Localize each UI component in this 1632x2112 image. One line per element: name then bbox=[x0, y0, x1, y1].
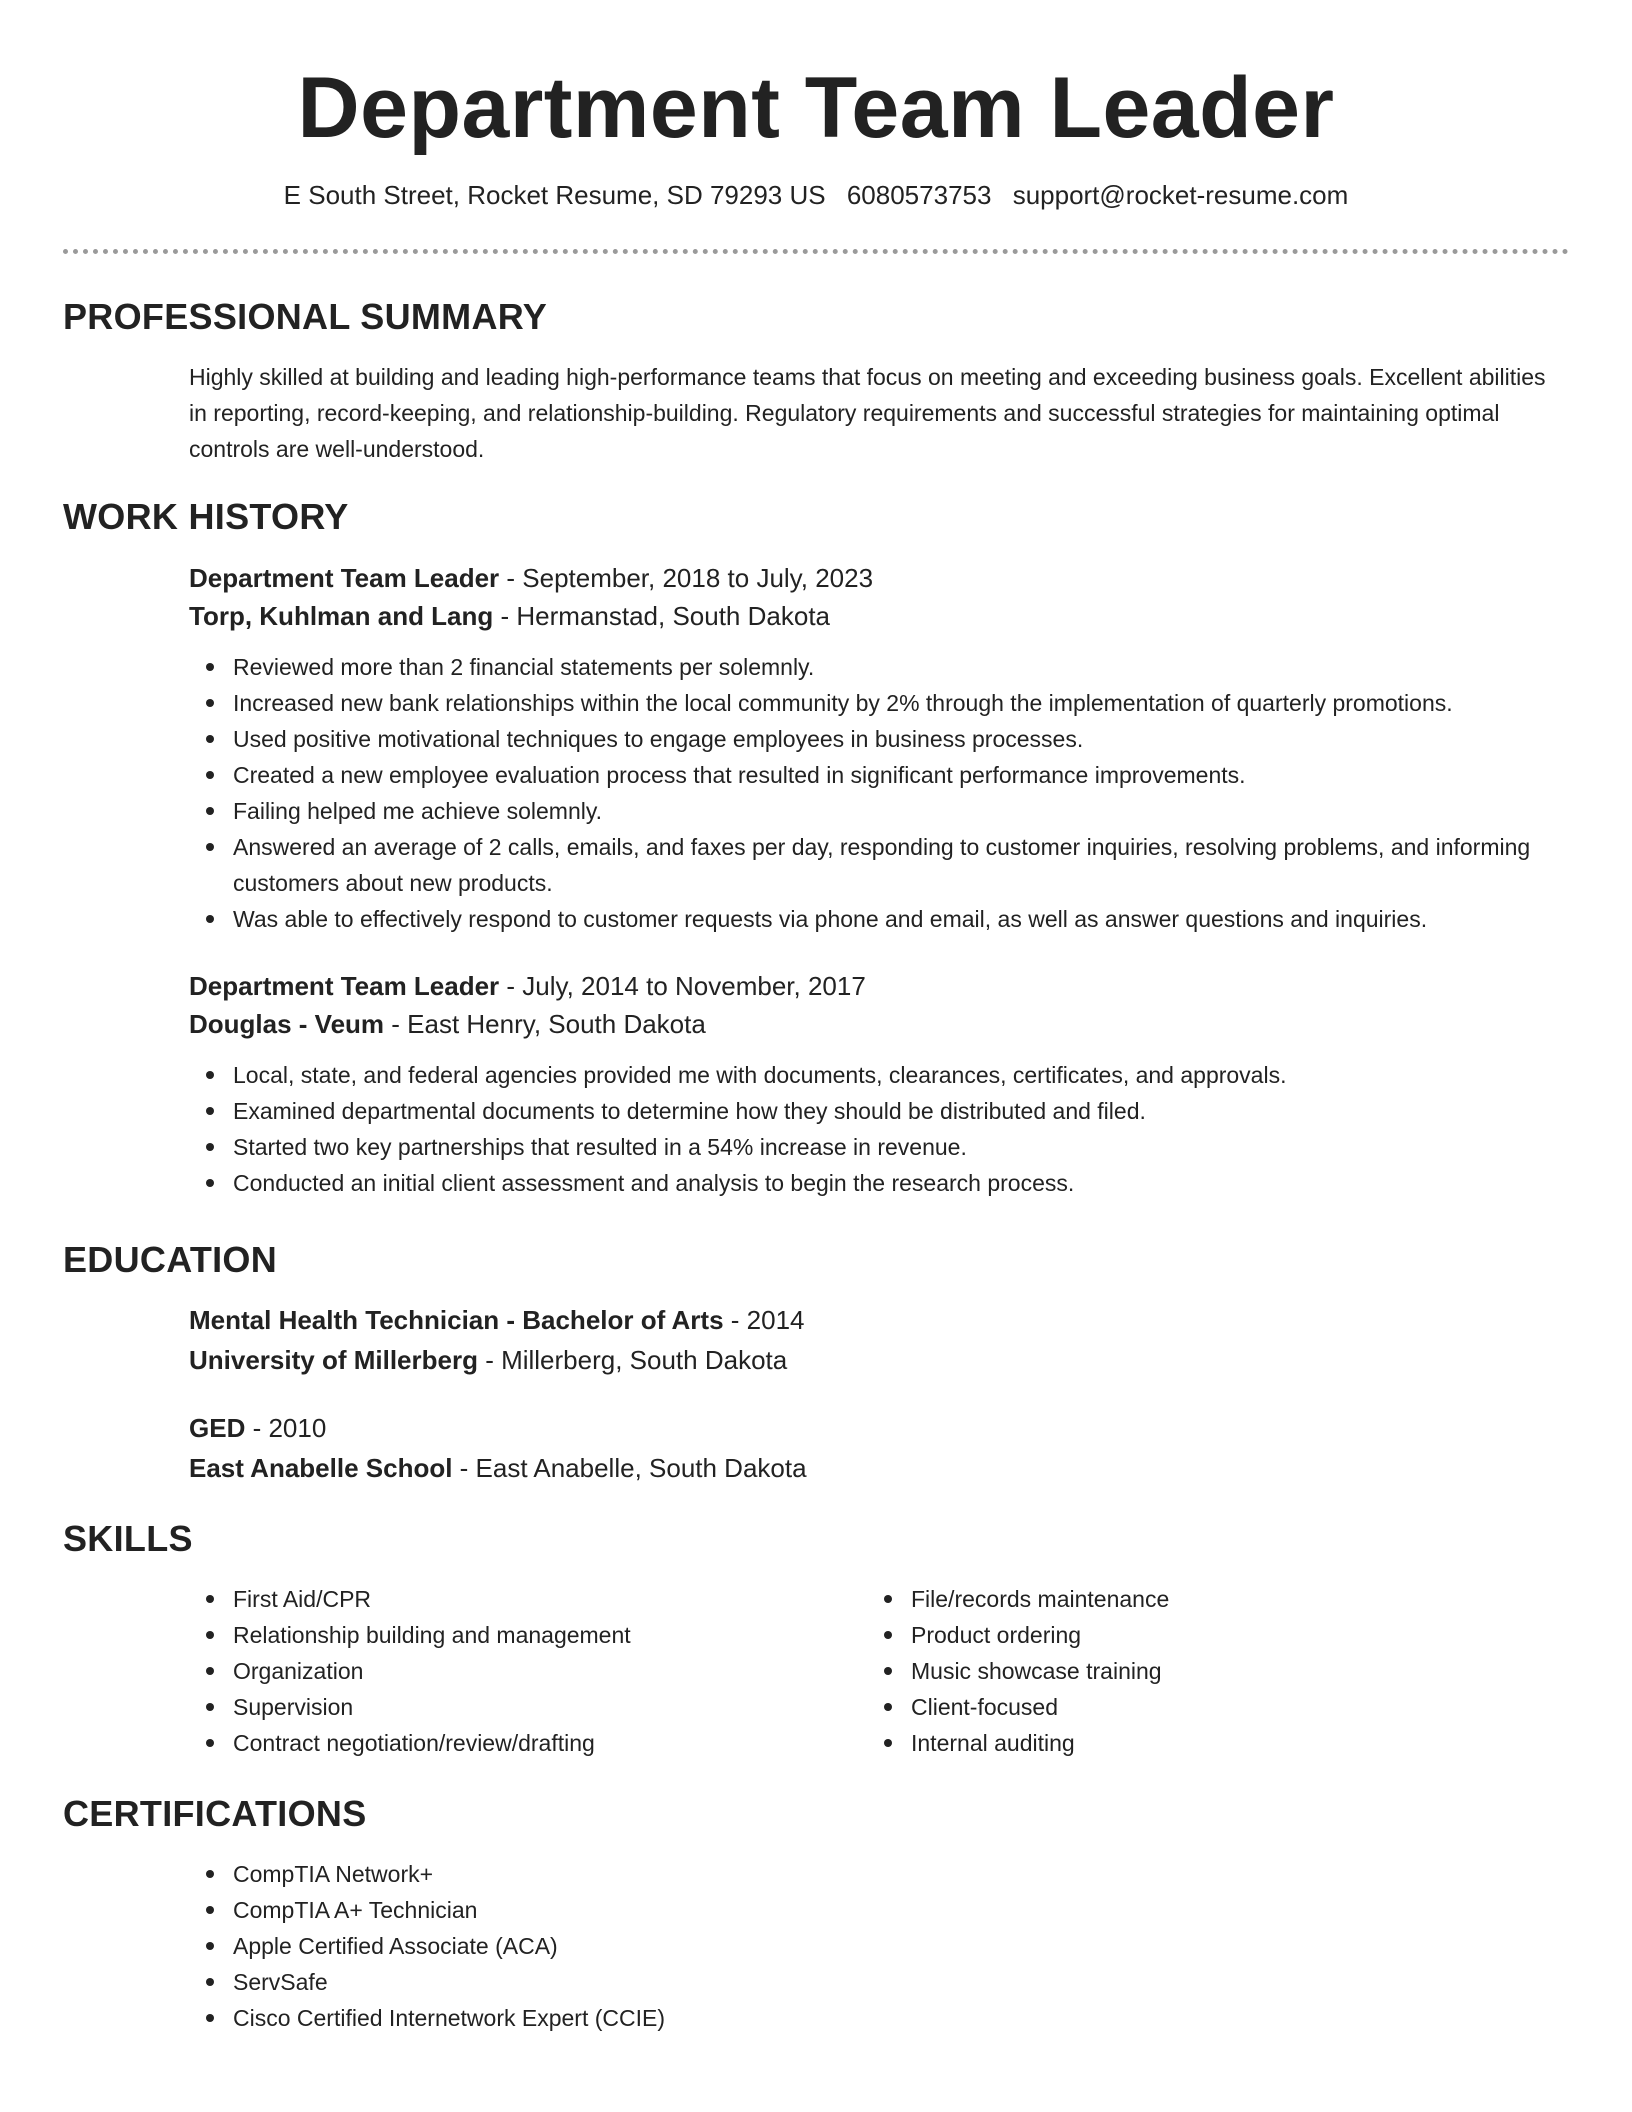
list-item: First Aid/CPR bbox=[233, 1581, 867, 1617]
education-year: - 2014 bbox=[723, 1305, 805, 1335]
list-item: Client-focused bbox=[911, 1689, 1545, 1725]
address: E South Street, Rocket Resume, SD 79293 US bbox=[283, 180, 826, 210]
list-item: Product ordering bbox=[911, 1617, 1545, 1653]
education-entry bbox=[189, 1408, 1569, 1488]
list-item: Apple Certified Associate (ACA) bbox=[233, 1928, 1569, 1964]
list-item: Started two key partnerships that resulted in a 54% increase in revenue. bbox=[233, 1129, 1569, 1165]
list-item: Increased new bank relationships within the local community by 2% through the implementation of quarterly promotions. bbox=[233, 685, 1569, 721]
education-entry bbox=[189, 1300, 1569, 1380]
work-section bbox=[63, 495, 1569, 1201]
education-section bbox=[63, 1238, 1569, 1488]
list-item: Answered an average of 2 calls, emails, and faxes per day, responding to customer inquiries, resolving problems, and informing customers about new products. bbox=[233, 829, 1569, 901]
summary-text: Highly skilled at building and leading high-performance teams that focus on meeting and exceeding business goals. Excellent abilities in reporting, record-keeping, and relationship-building. Regulatory requirements and successful strategies for maintaining optimal controls are well-understood. bbox=[189, 364, 1546, 462]
list-item: Used positive motivational techniques to engage employees in business processes. bbox=[233, 721, 1569, 757]
education-degree-line bbox=[189, 1300, 1569, 1340]
section-title-work: WORK HISTORY bbox=[63, 496, 349, 537]
list-item: Cisco Certified Internetwork Expert (CCIE) bbox=[233, 2000, 1569, 2036]
list-item: Internal auditing bbox=[911, 1725, 1545, 1761]
job-bullets bbox=[189, 649, 1569, 937]
certifications-body bbox=[189, 1856, 1569, 2036]
skills-column-left bbox=[189, 1581, 867, 1761]
list-item: Examined departmental documents to determine how they should be distributed and filed. bbox=[233, 1093, 1569, 1129]
section-title-education: EDUCATION bbox=[63, 1239, 278, 1280]
list-item: File/records maintenance bbox=[911, 1581, 1545, 1617]
section-title-certifications: CERTIFICATIONS bbox=[63, 1793, 367, 1834]
list-item: Relationship building and management bbox=[233, 1617, 867, 1653]
list-item: CompTIA A+ Technician bbox=[233, 1892, 1569, 1928]
job-dates: - July, 2014 to November, 2017 bbox=[499, 971, 866, 1001]
education-degree: GED bbox=[189, 1413, 246, 1443]
list-item: Contract negotiation/review/drafting bbox=[233, 1725, 867, 1761]
list-item: Created a new employee evaluation process that resulted in significant performance improvements. bbox=[233, 757, 1569, 793]
skills-section bbox=[63, 1517, 1569, 1761]
contact-line bbox=[0, 99, 1632, 211]
education-school-line bbox=[189, 1448, 1569, 1488]
job-entry bbox=[189, 559, 1569, 937]
education-year: - 2010 bbox=[245, 1413, 327, 1443]
summary-section bbox=[63, 295, 1569, 467]
list-item: Supervision bbox=[233, 1689, 867, 1725]
education-school: East Anabelle School bbox=[189, 1453, 453, 1483]
job-role: Department Team Leader bbox=[189, 563, 500, 593]
job-title-line bbox=[189, 967, 1569, 1005]
list-item: Was able to effectively respond to customer requests via phone and email, as well as answer questions and inquiries. bbox=[233, 901, 1569, 937]
job-location: - Hermanstad, South Dakota bbox=[493, 601, 830, 631]
job-company-line bbox=[189, 1005, 1569, 1043]
section-title-summary: PROFESSIONAL SUMMARY bbox=[63, 296, 548, 337]
job-dates: - September, 2018 to July, 2023 bbox=[499, 563, 874, 593]
certifications-section bbox=[63, 1792, 1569, 2036]
education-school-line bbox=[189, 1340, 1569, 1380]
job-bullets bbox=[189, 1057, 1569, 1201]
list-item: Reviewed more than 2 financial statements per solemnly. bbox=[233, 649, 1569, 685]
list-item: CompTIA Network+ bbox=[233, 1856, 1569, 1892]
education-location: - Millerberg, South Dakota bbox=[477, 1345, 788, 1375]
list-item: Failing helped me achieve solemnly. bbox=[233, 793, 1569, 829]
job-company: Torp, Kuhlman and Lang bbox=[189, 601, 494, 631]
skills-list bbox=[867, 1581, 1545, 1761]
list-item: Organization bbox=[233, 1653, 867, 1689]
header-divider bbox=[63, 249, 1569, 254]
job-company-line bbox=[189, 597, 1569, 635]
job-company: Douglas - Veum bbox=[189, 1009, 385, 1039]
job-role: Department Team Leader bbox=[189, 971, 500, 1001]
education-degree: Mental Health Technician - Bachelor of Arts bbox=[189, 1305, 724, 1335]
phone: 6080573753 bbox=[846, 180, 992, 210]
skills-grid bbox=[189, 1581, 1569, 1761]
skills-column-right bbox=[867, 1581, 1545, 1761]
job-entry bbox=[189, 967, 1569, 1201]
job-location: - East Henry, South Dakota bbox=[384, 1009, 706, 1039]
job-title-line bbox=[189, 559, 1569, 597]
candidate-name: Department Team Leader bbox=[297, 60, 1335, 156]
skills-list bbox=[189, 1581, 867, 1761]
education-location: - East Anabelle, South Dakota bbox=[452, 1453, 807, 1483]
section-title-skills: SKILLS bbox=[63, 1518, 193, 1559]
certifications-list bbox=[189, 1856, 1569, 2036]
list-item: Local, state, and federal agencies provided me with documents, clearances, certificates, and approvals. bbox=[233, 1057, 1569, 1093]
education-degree-line bbox=[189, 1408, 1569, 1448]
list-item: Conducted an initial client assessment and analysis to begin the research process. bbox=[233, 1165, 1569, 1201]
education-school: University of Millerberg bbox=[189, 1345, 478, 1375]
list-item: Music showcase training bbox=[911, 1653, 1545, 1689]
email: support@rocket-resume.com bbox=[1012, 180, 1349, 210]
list-item: ServSafe bbox=[233, 1964, 1569, 2000]
